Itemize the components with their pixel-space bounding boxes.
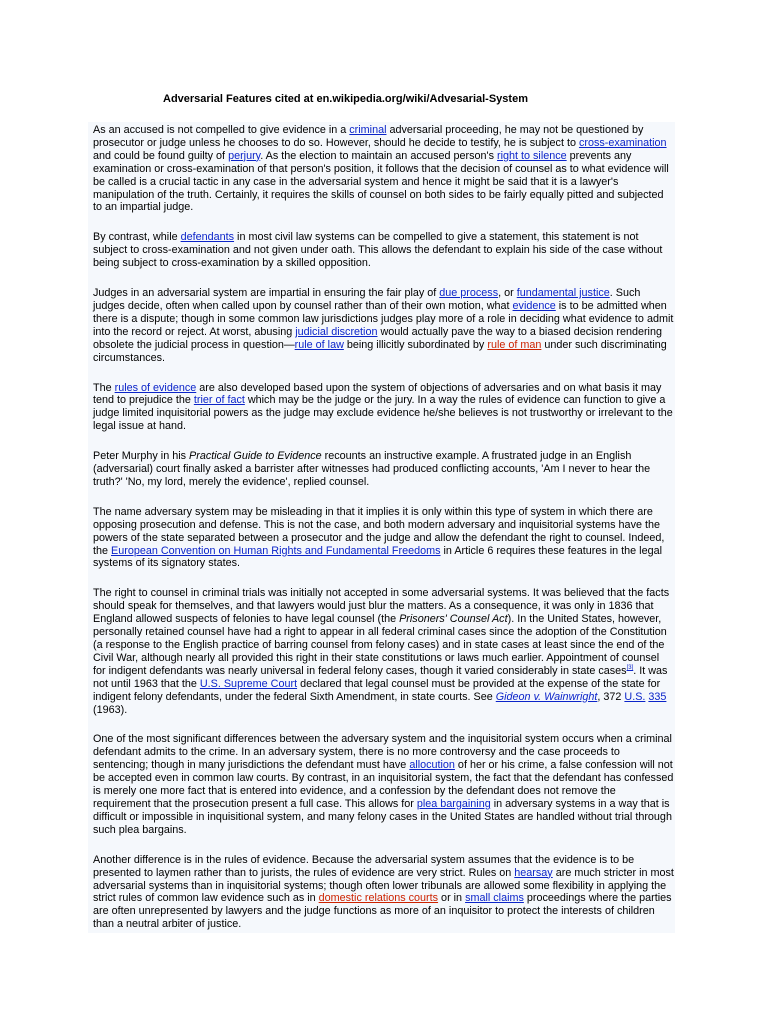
article-paragraph: [93, 450, 675, 489]
paragraph-text: As an accused is not compelled to give evidence in a: [93, 124, 350, 136]
citation-link[interactable]: [3]: [626, 664, 634, 671]
paragraph-text: By contrast, while: [93, 231, 181, 244]
wiki-link[interactable]: U.S. Supreme Court: [199, 677, 298, 690]
paragraph-text: proceedings where the parties are often unrepresented by lawyers and the judge functions as more of an inquisitor to protect the interests of children than a neutral arbiter of justice.: [93, 892, 672, 931]
article-paragraph: [93, 382, 675, 434]
paragraph-text: or in: [438, 892, 466, 905]
paragraph-text: Judges in an adversarial system are impartial in ensuring the fair play of: [93, 287, 440, 300]
paragraph-text: Another difference is in the rules of evidence. Because the adversarial system assumes that the evidence is to be presented to laymen rather than to jurists, the rules of evidence are very strict. Rules on: [93, 853, 635, 879]
article-paragraph: [93, 287, 675, 364]
paragraph-text: adversarial proceeding, he may not be questioned by prosecutor or judge unless he chooses to do so. However, should he decide to testify, he is subject to: [93, 124, 644, 149]
article-paragraph: [93, 124, 675, 214]
paragraph-text: in adversary systems in a way that is difficult or impossible in inquisitional system, and many felony cases in the United States are handled without trial through such plea bargains.: [93, 797, 672, 836]
wiki-link[interactable]: fundamental justice: [516, 287, 610, 300]
wiki-link[interactable]: right to silence: [497, 149, 567, 162]
paragraph-text: under such discriminating circumstances.: [93, 338, 667, 364]
wiki-link[interactable]: criminal: [349, 124, 387, 136]
italic-text: Practical Guide to Evidence: [189, 450, 322, 463]
wiki-link[interactable]: plea bargaining: [416, 797, 491, 810]
paragraph-text: in most civil law systems can be compelled to give a statement, this statement is not subject to cross-examination and not given under oath. This allows the defendant to explain his side of the case without being subject to cross-examination by a skilled opposition.: [93, 231, 663, 270]
wiki-link[interactable]: U.S.: [624, 690, 646, 703]
paragraph-text: (1963).: [93, 703, 128, 716]
wiki-link[interactable]: rule of man: [487, 338, 542, 351]
paragraph-text: , 372: [597, 690, 625, 703]
wiki-link[interactable]: rules of evidence: [114, 381, 197, 394]
article-paragraph: [93, 506, 675, 571]
paragraph-text: declared that legal counsel must be provided at the expense of the state for indigent felony defendants, under the federal Sixth Amendment, in state courts. See: [93, 677, 661, 703]
wiki-link[interactable]: hearsay: [514, 866, 553, 879]
paragraph-text: One of the most significant differences between the adversary system and the inquisitorial system occurs when a criminal defendant admits to the crime. In an adversary system, there is no more controversy and the case proceeds to sentencing; though in many jurisdictions the defendant must have: [93, 733, 672, 772]
paragraph-text: Peter Murphy in his: [93, 450, 190, 463]
wiki-link[interactable]: European Convention on Human Rights and Fundamental Freedoms: [111, 544, 441, 557]
paragraph-text: of her or his crime, a false confession will not be accepted even in common law courts. By contrast, in an inquisitorial system, the fact that the defendant has confessed is merely one more fact that is entered into evidence, and a confession by the defendant does not remove the requirement that the prosecution present a full case. This allows for: [93, 759, 674, 810]
paragraph-text: The: [93, 381, 115, 394]
paragraph-text: would actually pave the way to a biased decision rendering obsolete the judicial process in question—: [93, 325, 662, 351]
paragraph-text: . As the election to maintain an accused person's: [260, 149, 498, 162]
paragraph-text: which may be the judge or the jury. In a way the rules of evidence can function to give a judge limited inquisitorial powers as the judge may exclude evidence he/she believes is not trustworthy or irrelevant to the legal issue at hand.: [93, 394, 673, 433]
italic-text: Prisoners' Counsel Act: [399, 613, 508, 626]
wiki-link[interactable]: due process: [439, 287, 499, 300]
paragraph-text: and could be found guilty of: [93, 149, 229, 162]
wiki-link[interactable]: trier of fact: [193, 394, 245, 407]
article-body: [88, 122, 675, 933]
paragraph-text: The right to counsel in criminal trials was initially not accepted in some adversarial systems. It was believed that the facts should speak for themselves, and that lawyers would just blur the matters. As a consequence, it was only in 1836 that England allowed suspects of felonies to have legal counsel (the: [93, 587, 670, 626]
wiki-link[interactable]: judicial discretion: [295, 325, 378, 338]
paragraph-text: . Such judges decide, often when called upon by counsel rather than of their own motion, what: [93, 287, 641, 312]
paragraph-text: , or: [498, 287, 517, 300]
paragraph-text: ). In the United States, however, personally retained counsel have had a right to appear in all federal criminal cases since the adoption of the Constitution (a response to the English practice of barring counsel from felony cases) and in state cases at least since the end of the Civil War, although nearly all provided this right in their state constitutions or laws much earlier. Appointment of counsel for indigent defendants was nearly universal in federal felony cases, though it varied considerably in state cases: [93, 613, 667, 677]
wiki-link[interactable]: 335: [648, 690, 667, 703]
paragraph-text: recounts an instructive example. A frustrated judge in an English (adversarial) court finally asked a barrister after witnesses had produced conflicting accounts, 'Am I never to hear the truth?' 'No, my lord, merely the evidence', replied counsel.: [93, 450, 651, 488]
wiki-link[interactable]: defendants: [180, 231, 235, 244]
wiki-link[interactable]: domestic relations courts: [318, 892, 439, 905]
wiki-link[interactable]: evidence: [512, 299, 556, 312]
article-paragraph: [93, 854, 675, 931]
document-title: Adversarial Features cited at en.wikipedia.org/wiki/Advesarial-System: [163, 93, 528, 105]
wiki-link[interactable]: small claims: [465, 892, 524, 905]
paragraph-text: is to be admitted when there is a dispute; though in some common law jurisdictions judges play more of a role in deciding what evidence to admit into the record or reject. At worst, abusing: [93, 299, 674, 338]
article-paragraph: [93, 587, 675, 716]
article-paragraph: [93, 231, 675, 270]
paragraph-text: in Article 6 requires these features in the legal systems of its signatory states.: [93, 544, 662, 570]
paragraph-text: being illicitly subordinated by: [343, 338, 488, 351]
wiki-link[interactable]: Gideon v. Wainwright: [495, 690, 598, 703]
wiki-link[interactable]: rule of law: [294, 338, 344, 351]
wiki-link[interactable]: perjury: [228, 149, 261, 162]
paragraph-text: are also developed based upon the system of objections of adversaries and on what basis it may tend to prejudice the: [93, 381, 662, 407]
paragraph-text: prevents any examination or cross-examination of that person's position, it follows that the decision of counsel as to what evidence will be called is a crucial tactic in any case in the adversarial system and hence it might be said that it is a lawyer's manipulation of the truth. Certainly, it requires the skills of counsel on both sides to be fairly equally pitted and subjected to an impartial judge.: [93, 149, 669, 214]
paragraph-text: . It was not until 1963 that the: [93, 664, 668, 690]
article-paragraph: [93, 733, 675, 836]
paragraph-text: The name adversary system may be misleading in that it implies it is only within this type of system in which there are opposing prosecution and defense. This is not the case, and both modern adversary and inquisitorial systems have the powers of the state separated between a prosecutor and the judge and allow the defendant the right to counsel. Indeed, the: [93, 505, 665, 557]
wiki-link[interactable]: allocution: [409, 759, 455, 772]
wiki-link[interactable]: cross-examination: [578, 136, 667, 149]
paragraph-text: are much stricter in most adversarial systems than in inquisitorial systems; though often lower tribunals are allowed some flexibility in applying the strict rules of common law evidence such as in: [93, 866, 674, 905]
